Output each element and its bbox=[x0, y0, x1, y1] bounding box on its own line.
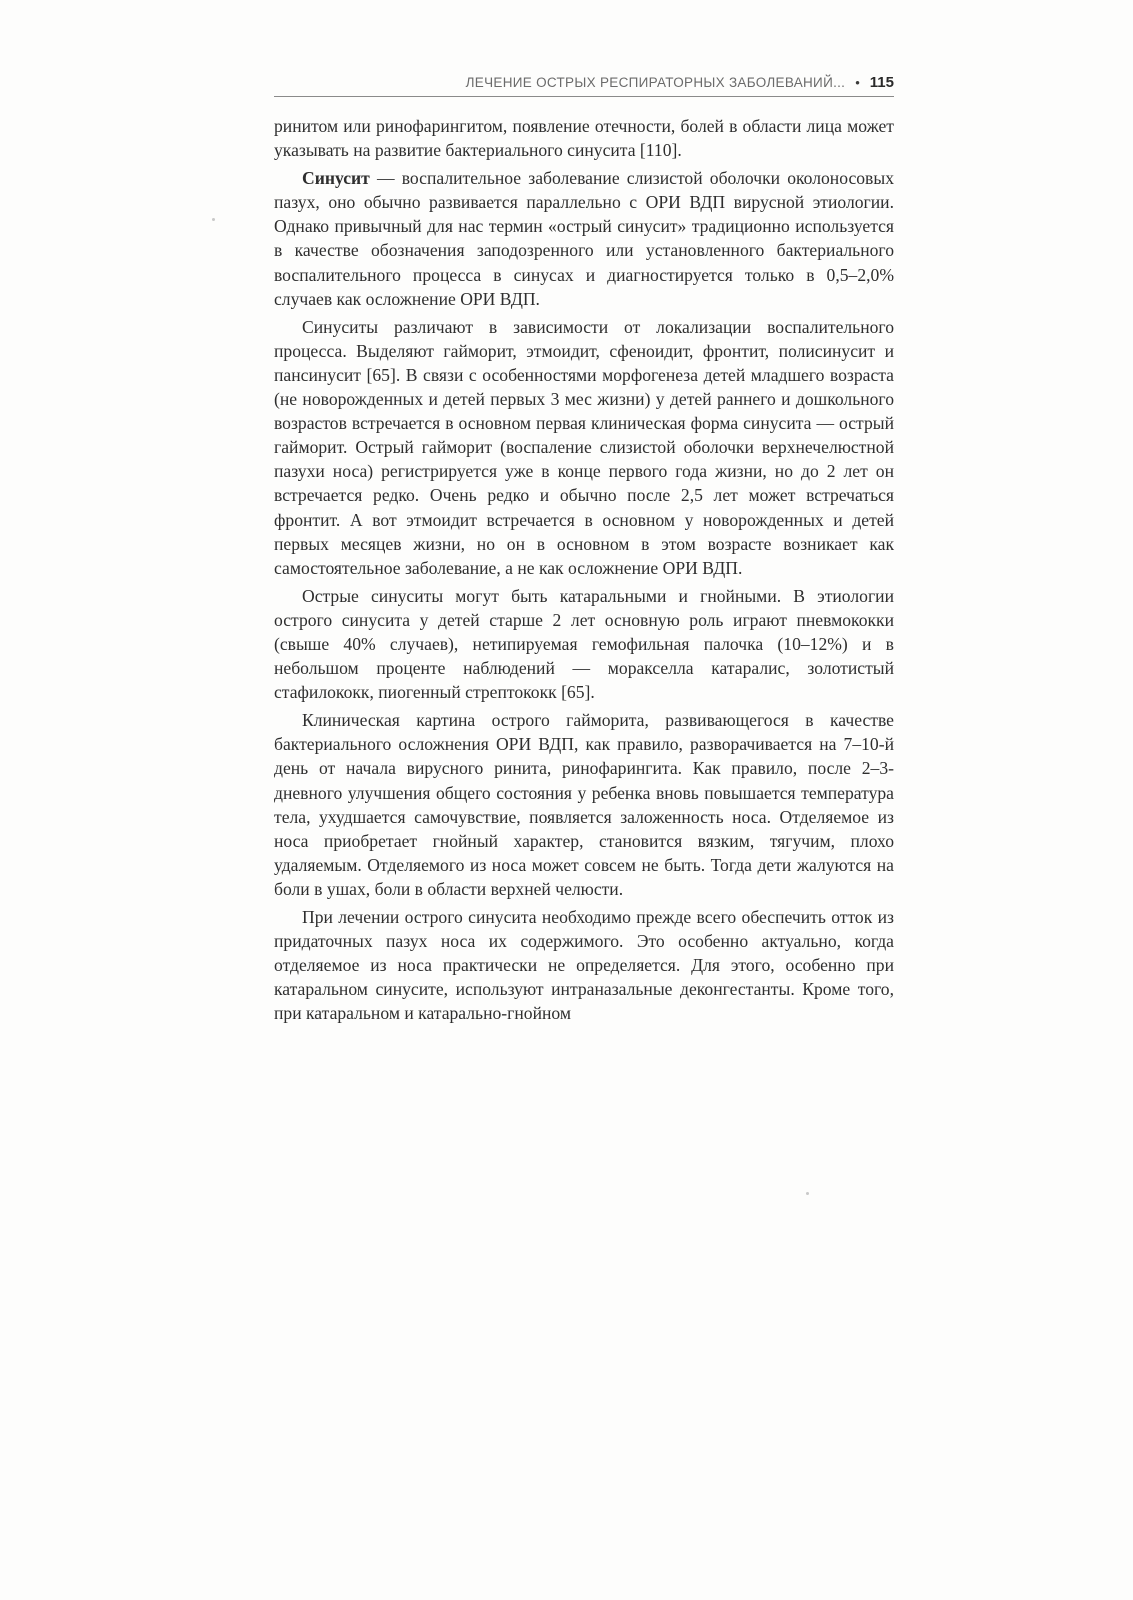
paragraph-5 bbox=[274, 708, 894, 901]
term-sinusitis: Синусит bbox=[302, 168, 370, 189]
header-separator: • bbox=[855, 75, 860, 90]
body-text bbox=[274, 114, 894, 1025]
paragraph-2-text: — воспалительное заболевание слизистой оболочки околоносовых пазух, оно обычно развивается параллельно с ОРИ ВДП вирусной этиологии. Однако привычный для нас термин «острый синусит» традиционно используется в качестве обозначения заподозренного или установленного бактериального воспалительного процесса в синусах и диагностируется только в 0,5–2,0% случаев как осложнение ОРИ ВДП. bbox=[274, 168, 894, 309]
paragraph-6-text: При лечении острого синусита необходимо прежде всего обеспечить отток из придаточных пазух носа их содержимого. Это особенно актуально, когда отделяемое из носа практически не определяется. Для этого, особенно при катаральном синусите, используют интраназальные деконгестанты. Кроме того, при катаральном и катарально-гнойном bbox=[274, 907, 894, 1024]
running-header bbox=[274, 74, 894, 97]
paragraph-4-text: Острые синуситы могут быть катаральными и гнойными. В этиологии острого синусита у детей старше 2 лет основную роль играют пневмококки (свыше 40% случаев), нетипируемая гемофильная палочка (10–12%) и в небольшом проценте наблюдений — моракселла катаралис, золотистый стафилококк, пиогенный стрептококк [65]. bbox=[274, 585, 894, 703]
paragraph-3 bbox=[274, 315, 894, 580]
paragraph-1 bbox=[274, 114, 894, 162]
page-number: 115 bbox=[869, 74, 894, 91]
paragraph-1-text: ринитом или ринофарингитом, появление отечности, болей в области лица может указывать на развитие бактериального синусита [110]. bbox=[274, 116, 894, 161]
paragraph-5-text: Клиническая картина острого гайморита, развивающегося в качестве бактериального осложнения ОРИ ВДП, как правило, разворачивается на 7–10-й день от начала вирусного ринита, ринофарингита. Как правило, после 2–3-дневного улучшения общего состояния у ребенка вновь повышается температура тела, ухудшается самочувствие, появляется заложенность носа. Отделяемое из носа приобретает гнойный характер, становится вязким, тягучим, плохо удаляемым. Отделяемого из носа может совсем не быть. Тогда дети жалуются на боли в ушах, боли в области верхней челюсти. bbox=[274, 710, 894, 899]
paragraph-6 bbox=[274, 905, 894, 1025]
running-title: ЛЕЧЕНИЕ ОСТРЫХ РЕСПИРАТОРНЫХ ЗАБОЛЕВАНИЙ... bbox=[465, 75, 846, 90]
paragraph-3-text: Синуситы различают в зависимости от локализации воспалительного процесса. Выделяют гайморит, этмоидит, сфеноидит, фронтит, полисинусит и пансинусит [65]. В связи с особенностями морфогенеза детей младшего возраста (не новорожденных и детей первых 3 мес жизни) у детей раннего и дошкольного возрастов встречается в основном первая клиническая форма синусита — острый гайморит. Острый гайморит (воспаление слизистой оболочки верхнечелюстной пазухи носа) регистрируется уже в конце первого года жизни, но до 2 лет он встречается редко. Очень редко и обычно после 2,5 лет может встречаться фронтит. А вот этмоидит встречается в основном у новорожденных и детей первых месяцев жизни, но он в основном в этом возрасте возникает как самостоятельное заболевание, а не как осложнение ОРИ ВДП. bbox=[274, 316, 894, 578]
paragraph-4 bbox=[274, 584, 894, 704]
paragraph-2 bbox=[274, 166, 894, 311]
scan-speck bbox=[212, 218, 215, 221]
scan-speck bbox=[806, 1192, 809, 1195]
